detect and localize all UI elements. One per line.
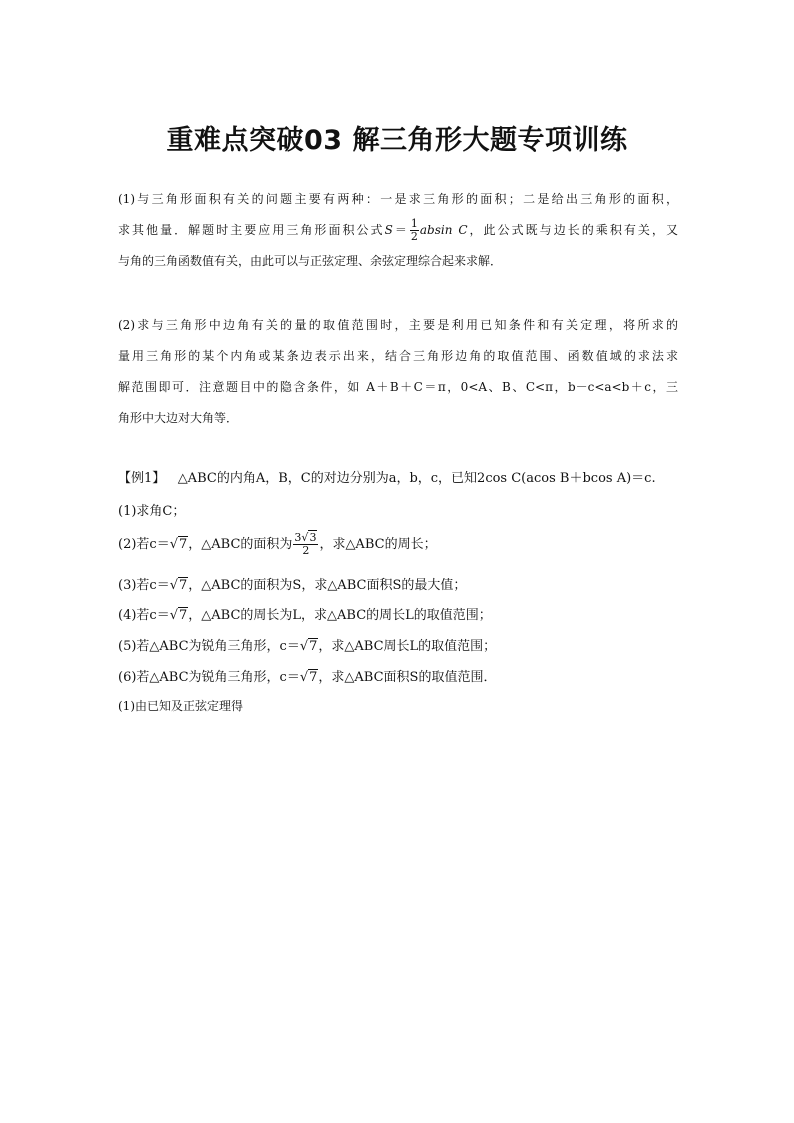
fraction-denominator: 2 [410, 230, 418, 243]
intro-p2-line-2: 量用三角形的某个内角或某条边表示出来，结合三角形边角的取值范围、函数值域的求法求 [118, 349, 678, 363]
question-2-mid: ，△ABC的面积为 [188, 537, 293, 552]
question-4 [118, 604, 492, 623]
sqrt-radicand: 7 [179, 578, 188, 593]
sqrt-radicand: 7 [309, 639, 318, 654]
question-4-suffix: ，△ABC的周长为L，求△ABC的周长L的取值范围； [188, 608, 492, 623]
formula-s: S [384, 223, 393, 237]
intro-p2-line-3: 解范围即可．注意题目中的隐含条件，如 A＋B＋C＝π，0<A、B、C<π，b－c<a<b＋c，三 [118, 380, 678, 394]
question-6-prefix: (6)若△ABC为锐角三角形，c＝ [118, 670, 300, 685]
question-3-suffix: ，△ABC的面积为S，求△ABC面积S的最大值； [188, 578, 467, 593]
formula-absin: absin [419, 223, 453, 237]
sqrt-7: √7 [169, 608, 188, 623]
sqrt-7: √7 [169, 578, 188, 593]
question-3-prefix: (3)若c＝ [118, 578, 170, 593]
intro-p1-line-2-tail: ，此公式既与边长的乘积有关，又 [467, 223, 678, 237]
example-stem-text: △ABC的内角A，B，C的对边分别为a，b，c，已知2cos C(acos B＋bcos A)＝c. [177, 471, 656, 486]
page-title: 重难点突破03 解三角形大题专项训练 [166, 125, 628, 156]
sqrt-radicand: 7 [179, 608, 188, 623]
question-6-suffix: ，求△ABC面积S的取值范围． [318, 670, 497, 685]
question-2-prefix: (2)若c＝ [118, 537, 170, 552]
solution-start: (1)由已知及正弦定理得 [118, 699, 243, 713]
example-label: 【例1】 [118, 471, 166, 486]
formula-eq: ＝ [392, 223, 409, 237]
intro-paragraph-1 [118, 184, 678, 277]
question-5-prefix: (5)若△ABC为锐角三角形，c＝ [118, 639, 300, 654]
intro-p1-line-2-text: 求其他量．解题时主要应用三角形面积公式 [118, 223, 385, 237]
sqrt-7: √7 [299, 670, 318, 685]
question-5-suffix: ，求△ABC周长L的取值范围； [318, 639, 497, 654]
formula-c: C [458, 223, 468, 237]
intro-p1-line-3: 与角的三角函数值有关，由此可以与正弦定理、余弦定理综合起来求解． [118, 254, 503, 268]
intro-p2-line-1: (2)求与三角形中边角有关的量的取值范围时，主要是利用已知条件和有关定理，将所求的 [118, 318, 678, 332]
example-stem [118, 466, 688, 492]
intro-p1-line-2 [118, 215, 678, 246]
question-1: (1)求角C； [118, 504, 186, 519]
formula-fraction [410, 218, 419, 243]
area-coef: 3 [294, 531, 302, 544]
question-3 [118, 574, 466, 593]
intro-paragraph-2 [118, 310, 678, 434]
question-2-suffix: ，求△ABC的周长； [319, 537, 437, 552]
area-fraction [293, 532, 318, 557]
intro-p2-line-4: 角形中大边对大角等． [118, 411, 239, 425]
fraction-numerator: 1 [410, 217, 418, 230]
sqrt-radicand: 7 [179, 537, 188, 552]
area-radicand: 3 [309, 531, 317, 544]
sqrt-7: √7 [169, 537, 188, 552]
question-4-prefix: (4)若c＝ [118, 608, 170, 623]
intro-p1-line-1: (1)与三角形面积有关的问题主要有两种：一是求三角形的面积；二是给出三角形的面积， [118, 192, 678, 206]
sqrt-7: √7 [299, 639, 318, 654]
area-fraction-denominator: 2 [302, 544, 310, 557]
question-5 [118, 635, 496, 654]
question-6 [118, 666, 496, 685]
question-2 [118, 532, 437, 557]
sqrt-radicand: 7 [309, 670, 318, 685]
area-fraction-numerator: 3√3 [294, 531, 317, 544]
